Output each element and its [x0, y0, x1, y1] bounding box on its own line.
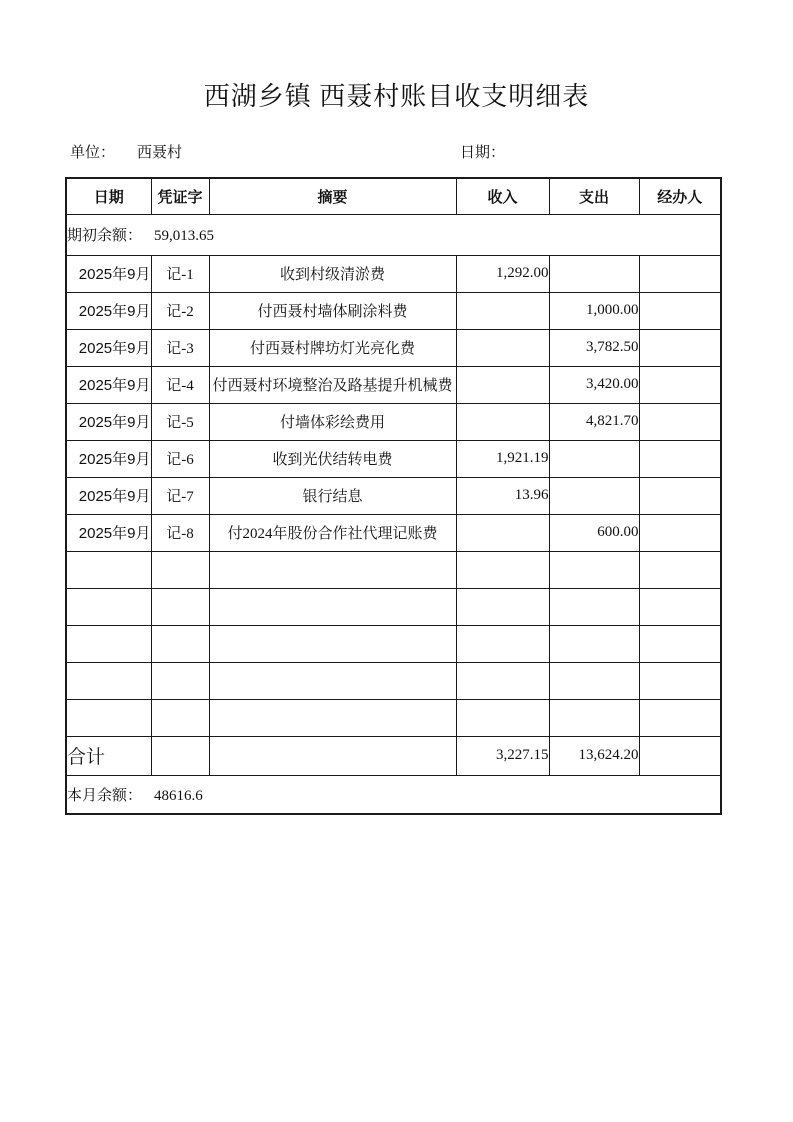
- empty-cell: [456, 699, 549, 736]
- handler-cell: [639, 403, 721, 440]
- handler-cell: [639, 329, 721, 366]
- header-handler: 经办人: [639, 178, 721, 214]
- empty-cell: [549, 625, 639, 662]
- total-handler-cell: [639, 736, 721, 775]
- header-expense: 支出: [549, 178, 639, 214]
- table-row: [66, 477, 721, 514]
- empty-cell: [549, 662, 639, 699]
- header-row: [66, 178, 721, 214]
- expense-cell: 4,821.70: [549, 403, 639, 440]
- income-cell: 1,921.19: [456, 440, 549, 477]
- empty-cell: [151, 551, 209, 588]
- summary-cell: 银行结息: [209, 477, 456, 514]
- empty-cell: [209, 662, 456, 699]
- summary-cell: 付西聂村环境整治及路基提升机械费: [209, 366, 456, 403]
- opening-balance-label: 期初余额：: [67, 228, 143, 244]
- voucher-cell: 记-4: [151, 366, 209, 403]
- empty-cell: [456, 662, 549, 699]
- opening-balance-row: [66, 214, 721, 255]
- income-cell: [456, 292, 549, 329]
- summary-cell: 收到光伏结转电费: [209, 440, 456, 477]
- income-cell: [456, 403, 549, 440]
- empty-cell: [66, 551, 151, 588]
- voucher-cell: 记-3: [151, 329, 209, 366]
- voucher-cell: 记-6: [151, 440, 209, 477]
- closing-balance-label: 本月余额：: [67, 787, 143, 804]
- empty-row: [66, 625, 721, 662]
- expense-cell: 600.00: [549, 514, 639, 551]
- empty-cell: [151, 588, 209, 625]
- handler-cell: [639, 366, 721, 403]
- voucher-cell: 记-1: [151, 255, 209, 292]
- table-header: [66, 178, 721, 214]
- income-cell: 1,292.00: [456, 255, 549, 292]
- summary-cell: 收到村级清淤费: [209, 255, 456, 292]
- total-summary-cell: [209, 736, 456, 775]
- unit-label: 单位：: [70, 145, 116, 161]
- handler-cell: [639, 440, 721, 477]
- summary-cell: 付墙体彩绘费用: [209, 403, 456, 440]
- opening-balance-value: 59,013.65: [154, 228, 215, 244]
- table-row: [66, 255, 721, 292]
- income-cell: [456, 366, 549, 403]
- empty-cell: [456, 551, 549, 588]
- handler-cell: [639, 477, 721, 514]
- ledger-table: [65, 177, 722, 815]
- table-row: [66, 514, 721, 551]
- voucher-cell: 记-2: [151, 292, 209, 329]
- empty-cell: [456, 588, 549, 625]
- expense-cell: [549, 477, 639, 514]
- empty-cell: [549, 588, 639, 625]
- handler-cell: [639, 292, 721, 329]
- empty-cell: [66, 625, 151, 662]
- unit-value: 西聂村: [137, 145, 183, 161]
- empty-cell: [549, 699, 639, 736]
- empty-cell: [66, 588, 151, 625]
- income-cell: [456, 514, 549, 551]
- header-date: 日期: [66, 178, 151, 214]
- empty-cell: [639, 699, 721, 736]
- total-income-value: 3,227.15: [456, 736, 549, 775]
- date-cell: 2025年9月: [66, 255, 151, 292]
- summary-cell: 付2024年股份合作社代理记账费: [209, 514, 456, 551]
- empty-cell: [549, 551, 639, 588]
- empty-cell: [151, 625, 209, 662]
- empty-row: [66, 662, 721, 699]
- expense-cell: [549, 440, 639, 477]
- empty-cell: [151, 699, 209, 736]
- date-cell: 2025年9月: [66, 329, 151, 366]
- empty-cell: [209, 551, 456, 588]
- expense-cell: 3,782.50: [549, 329, 639, 366]
- date-cell: 2025年9月: [66, 292, 151, 329]
- date-cell: 2025年9月: [66, 440, 151, 477]
- empty-cell: [639, 625, 721, 662]
- table-row: [66, 440, 721, 477]
- voucher-cell: 记-7: [151, 477, 209, 514]
- empty-cell: [66, 662, 151, 699]
- page-title: 西湖乡镇 西聂村账目收支明细表: [203, 82, 590, 111]
- closing-balance-cell: [66, 775, 721, 814]
- empty-row: [66, 588, 721, 625]
- empty-cell: [639, 662, 721, 699]
- total-expense-value: 13,624.20: [549, 736, 639, 775]
- closing-balance-row: [66, 775, 721, 814]
- header-voucher: 凭证字: [151, 178, 209, 214]
- table-row: [66, 292, 721, 329]
- expense-cell: 3,420.00: [549, 366, 639, 403]
- table-footer: [66, 736, 721, 814]
- table-row: [66, 329, 721, 366]
- empty-row: [66, 699, 721, 736]
- date-cell: 2025年9月: [66, 403, 151, 440]
- voucher-cell: 记-5: [151, 403, 209, 440]
- table-row: [66, 403, 721, 440]
- empty-cell: [209, 588, 456, 625]
- total-label: 合计: [66, 736, 151, 775]
- meta-row: [65, 141, 728, 161]
- total-row: [66, 736, 721, 775]
- income-cell: 13.96: [456, 477, 549, 514]
- empty-cell: [209, 625, 456, 662]
- expense-cell: [549, 255, 639, 292]
- expense-cell: 1,000.00: [549, 292, 639, 329]
- empty-cell: [151, 662, 209, 699]
- summary-cell: 付西聂村牌坊灯光亮化费: [209, 329, 456, 366]
- income-cell: [456, 329, 549, 366]
- table-body: [66, 255, 721, 736]
- empty-row: [66, 551, 721, 588]
- date-label: 日期：: [460, 145, 506, 161]
- table-row: [66, 366, 721, 403]
- date-cell: 2025年9月: [66, 366, 151, 403]
- date-cell: 2025年9月: [66, 477, 151, 514]
- empty-cell: [456, 625, 549, 662]
- total-voucher-cell: [151, 736, 209, 775]
- empty-cell: [639, 588, 721, 625]
- handler-cell: [639, 514, 721, 551]
- date-cell: 2025年9月: [66, 514, 151, 551]
- handler-cell: [639, 255, 721, 292]
- voucher-cell: 记-8: [151, 514, 209, 551]
- header-summary: 摘要: [209, 178, 456, 214]
- empty-cell: [209, 699, 456, 736]
- opening-balance-cell: [66, 214, 721, 255]
- opening-balance-section: [66, 214, 721, 255]
- closing-balance-value: 48616.6: [154, 787, 203, 804]
- summary-cell: 付西聂村墙体刷涂料费: [209, 292, 456, 329]
- empty-cell: [639, 551, 721, 588]
- empty-cell: [66, 699, 151, 736]
- header-income: 收入: [456, 178, 549, 214]
